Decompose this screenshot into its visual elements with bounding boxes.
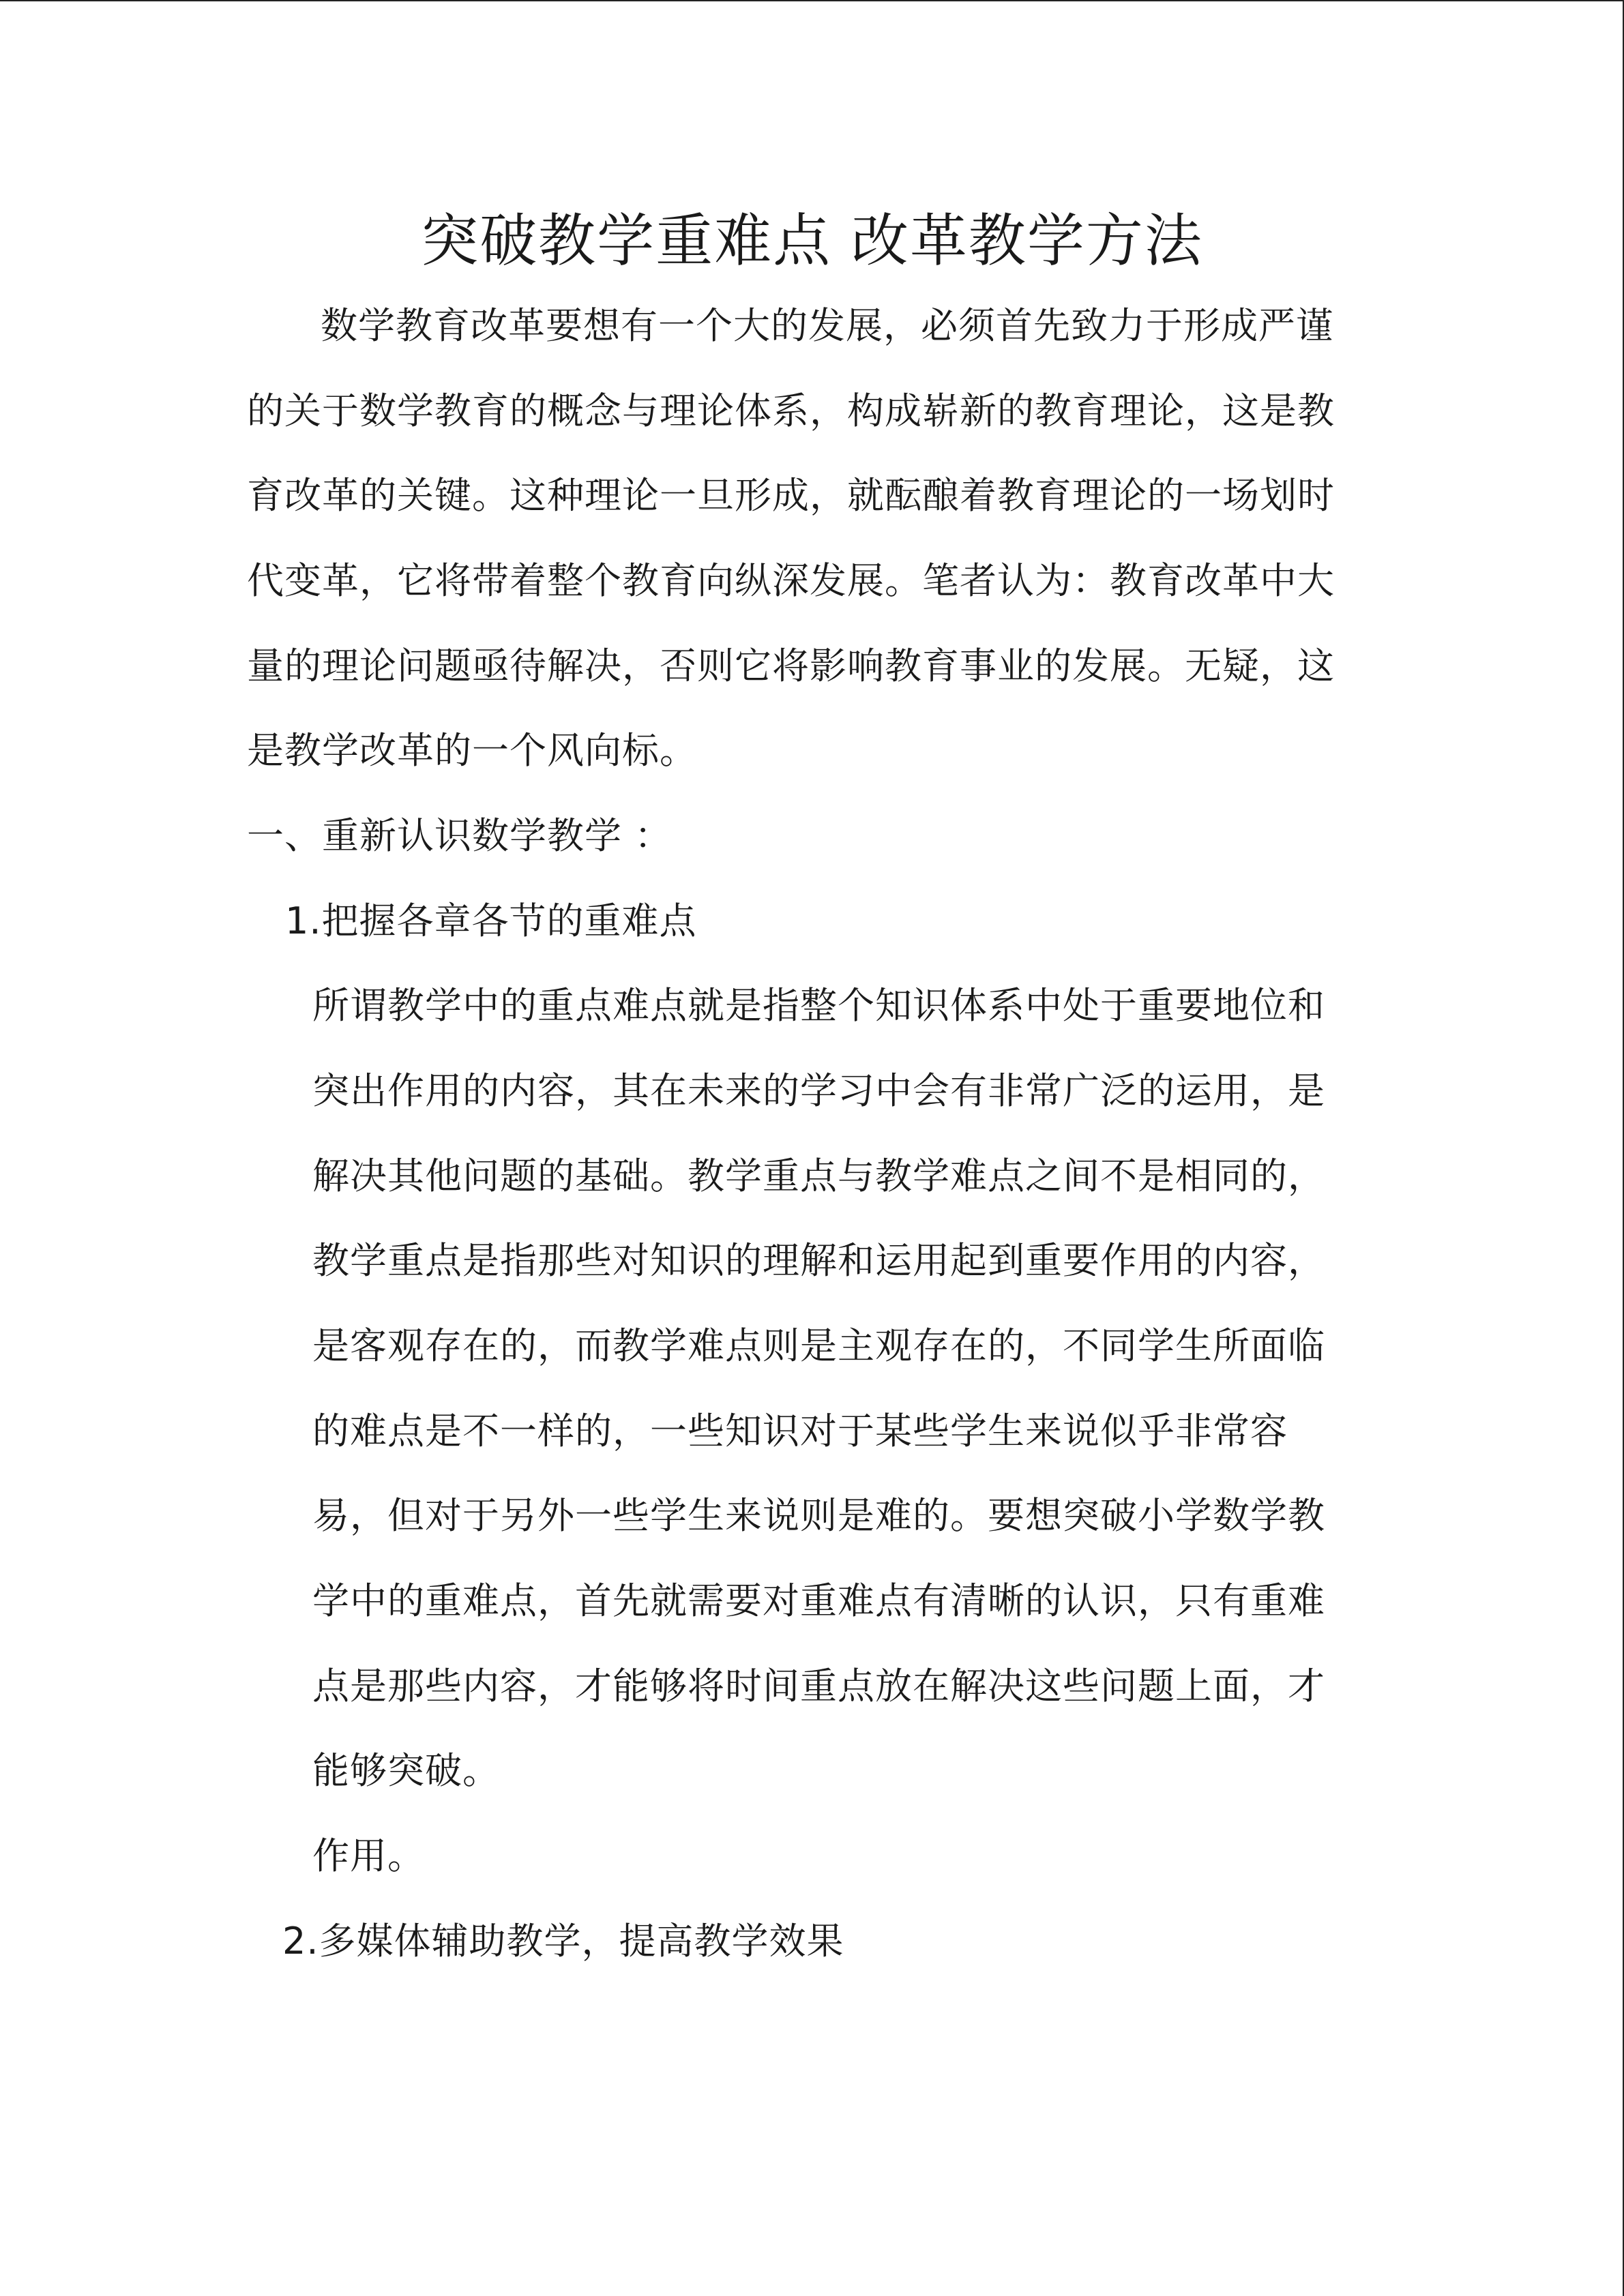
intro-line-4: 代变革，它将带着整个教育向纵深发展。笔者认为：教育改革中大 [247,559,1335,602]
sub1-line-8: 学中的重难点，首先就需要对重难点有清晰的认识，只有重难 [312,1579,1325,1622]
sub1-line-3: 解决其他问题的基础。教学重点与教学难点之间不是相同的， [312,1154,1325,1197]
subsection-heading-1 [285,897,697,945]
subsection-heading-text-1: 把握各章各节的重难点 [321,899,697,942]
sub1-line-7: 易，但对于另外一些学生来说则是难的。要想突破小学数学教 [312,1494,1325,1537]
intro-line-2: 的关于数学教育的概念与理论体系，构成崭新的教育理论，这是教 [247,389,1335,432]
intro-line-5: 量的理论问题亟待解决，否则它将影响教育事业的发展。无疑，这 [247,644,1335,687]
subsection-number-1: 1. [285,899,322,942]
subsection-heading-2 [282,1918,844,1965]
section-heading-1: 一、重新认识数学教学 ： [247,814,673,857]
sub1-line-10: 能够突破。 [312,1749,500,1792]
intro-line-1: 数学教育改革要想有一个大的发展，必须首先致力于形成严谨 [321,304,1333,347]
subsection-heading-text-2: 多媒体辅助教学，提高教学效果 [319,1920,844,1963]
intro-line-6: 是教学改革的一个风向标。 [247,729,697,772]
subsection-number-2: 2. [282,1920,319,1963]
sub1-line-11: 作用。 [312,1834,425,1877]
sub1-line-4: 教学重点是指那些对知识的理解和运用起到重要作用的内容， [312,1239,1325,1282]
sub1-line-2: 突出作用的内容，其在未来的学习中会有非常广泛的运用，是 [312,1069,1325,1112]
document-title: 突破教学重难点 改革教学方法 [421,207,1203,274]
sub1-line-5: 是客观存在的，而教学难点则是主观存在的，不同学生所面临 [312,1324,1325,1367]
sub1-line-9: 点是那些内容，才能够将时间重点放在解决这些问题上面，才 [312,1665,1325,1708]
sub1-line-6: 的难点是不一样的，一些知识对于某些学生来说似乎非常容 [312,1410,1288,1452]
sub1-line-1: 所谓教学中的重点难点就是指整个知识体系中处于重要地位和 [312,984,1325,1027]
intro-line-3: 育改革的关键。这种理论一旦形成，就酝酿着教育理论的一场划时 [247,474,1335,517]
